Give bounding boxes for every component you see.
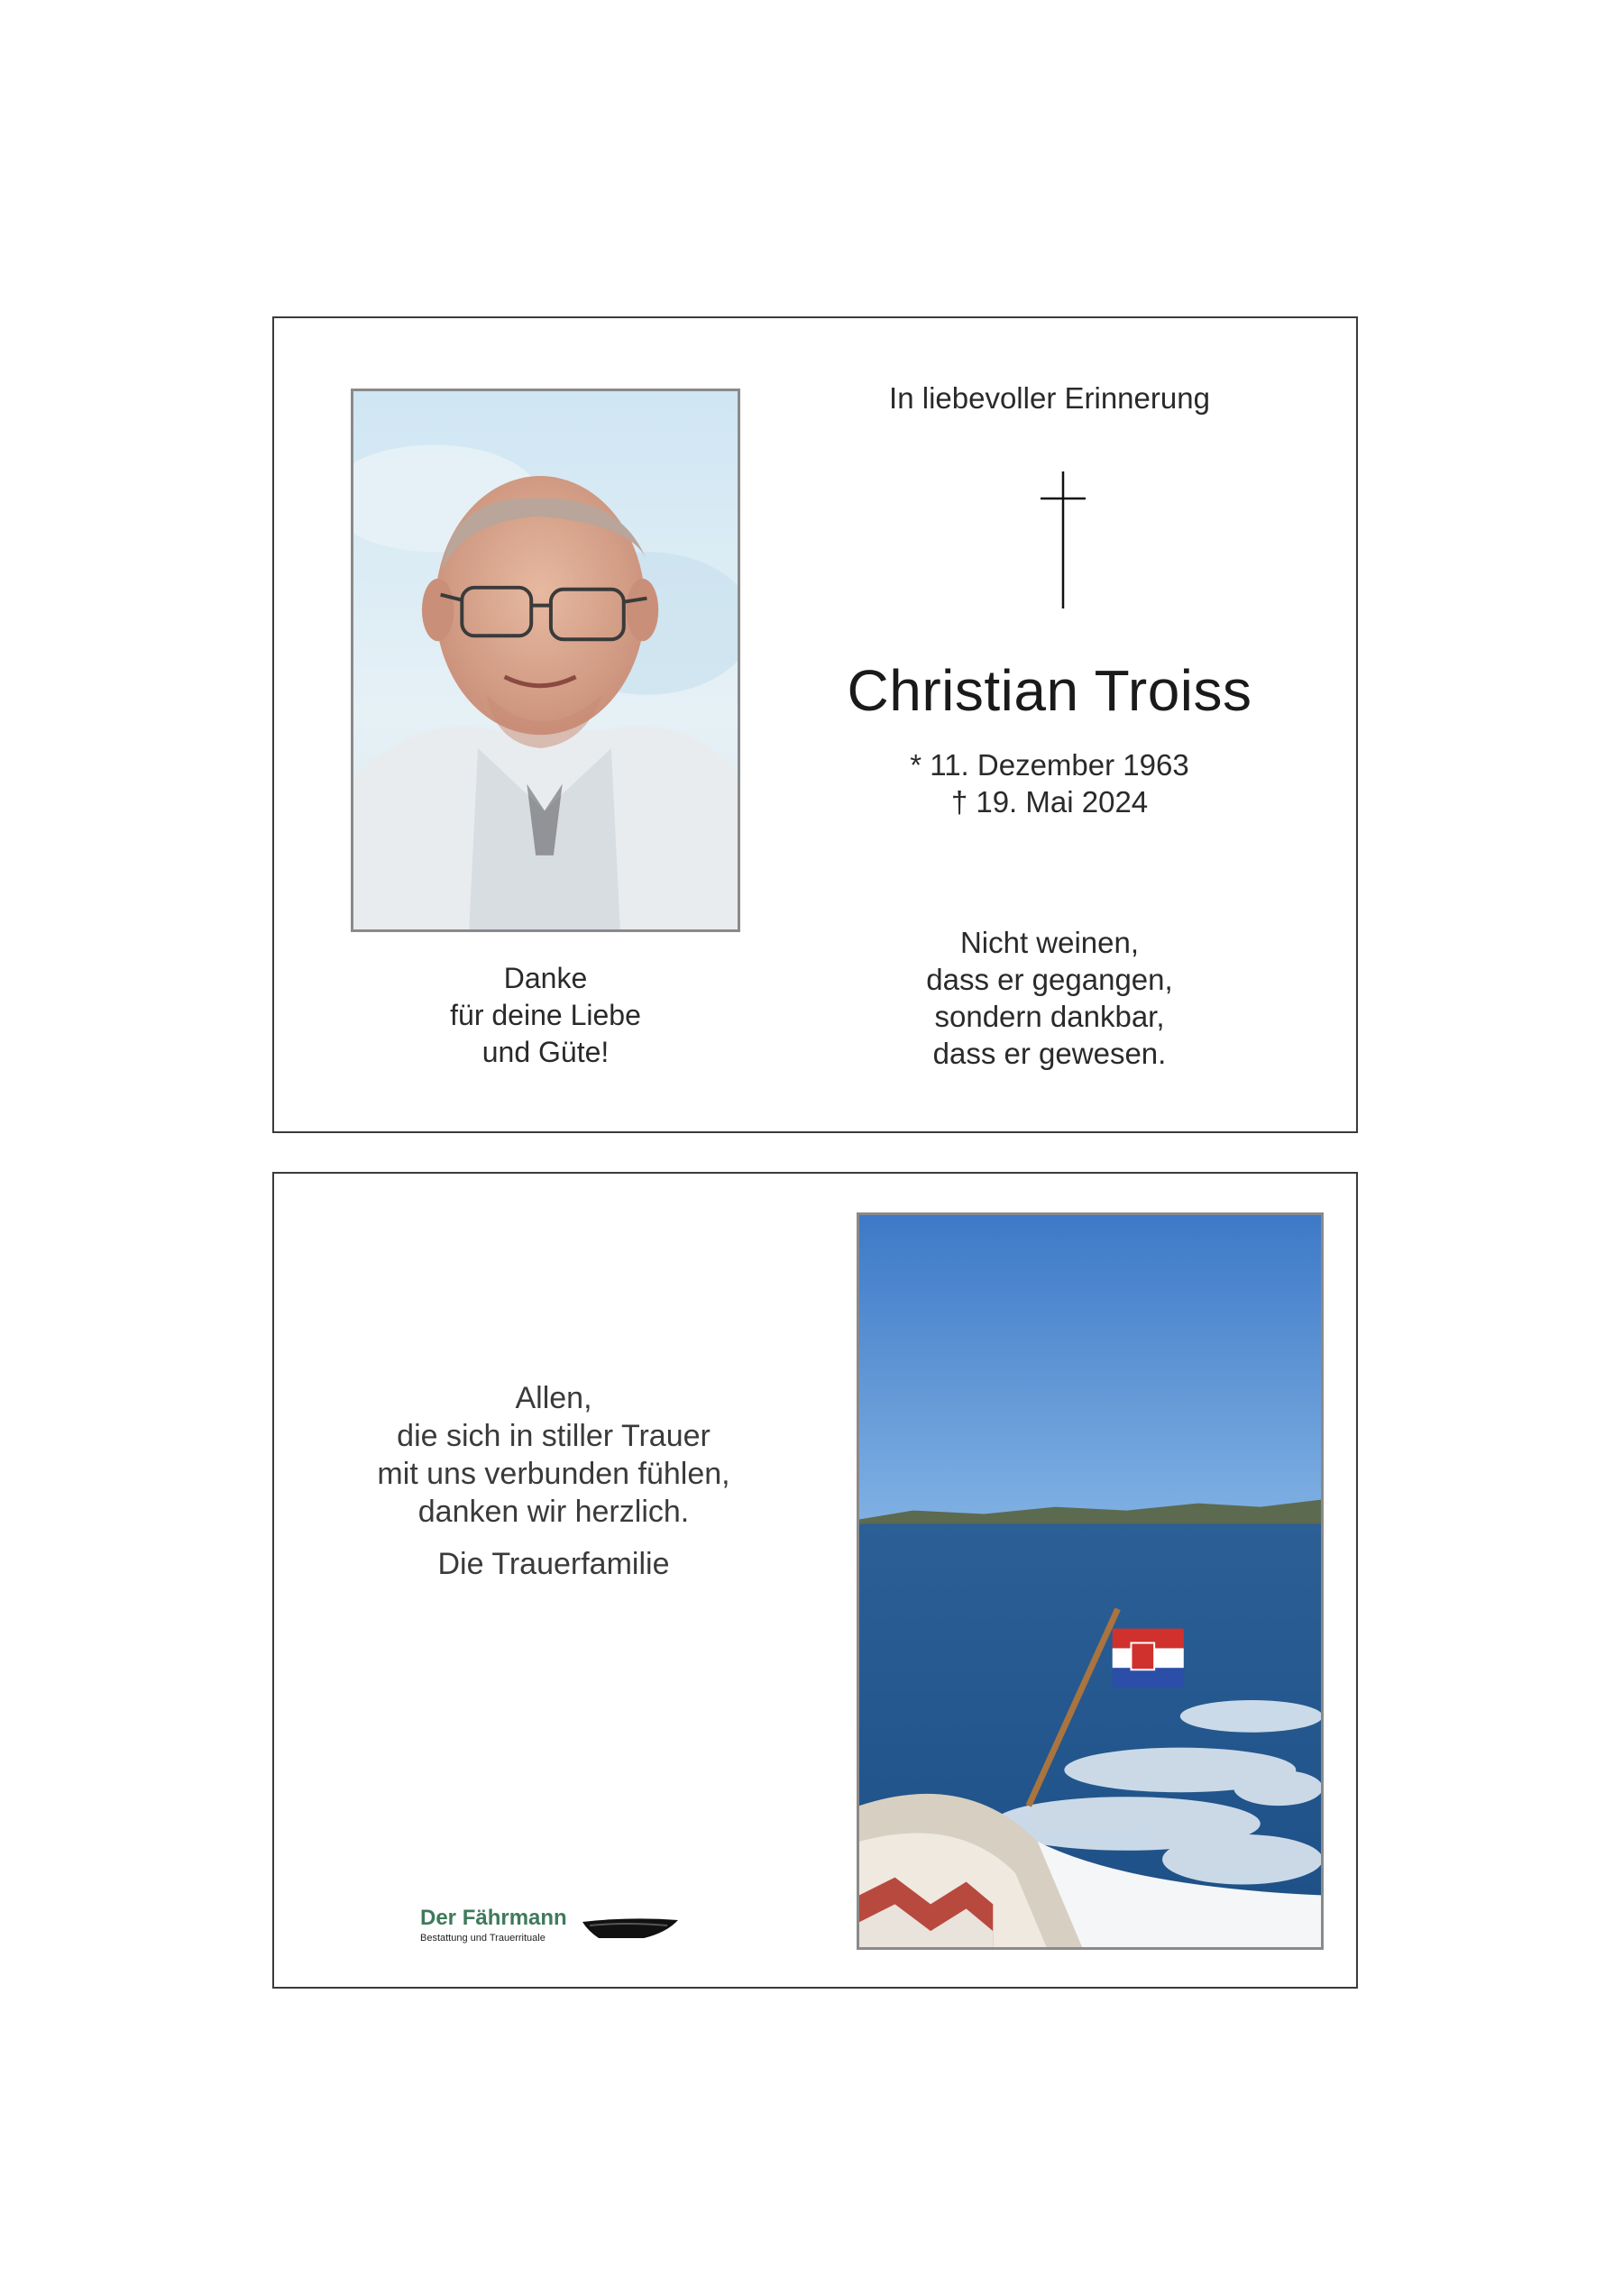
thanks-line: für deine Liebe — [450, 999, 641, 1031]
front-card — [272, 316, 1358, 1133]
back-card — [272, 1172, 1358, 1989]
deceased-name: Christian Troiss — [847, 658, 1252, 723]
thanks-line: Danke — [503, 962, 588, 994]
gratitude-line: danken wir herzlich. — [417, 1495, 690, 1529]
poem-line: dass er gewesen. — [932, 1037, 1167, 1070]
portrait-photo — [351, 389, 740, 932]
poem — [851, 924, 1248, 1072]
seascape-photo — [857, 1212, 1324, 1950]
memory-heading: In liebevoller Erinnerung — [889, 381, 1210, 415]
cross-icon — [1041, 471, 1086, 608]
gratitude-line: Allen, — [515, 1381, 592, 1415]
thanks-text — [351, 960, 740, 1071]
poem-line: sondern dankbar, — [934, 1000, 1165, 1033]
poem-line: Nicht weinen, — [959, 926, 1140, 959]
logo-name: Der Fährmann — [420, 1906, 567, 1930]
funeral-home-logo — [420, 1906, 691, 1951]
logo-tagline: Bestattung und Trauerrituale — [420, 1933, 546, 1944]
gratitude-text — [328, 1379, 779, 1531]
boat-icon — [581, 1915, 680, 1942]
thanks-line: und Güte! — [481, 1036, 610, 1068]
gratitude-line: mit uns verbunden fühlen, — [377, 1457, 730, 1491]
poem-line: dass er gegangen, — [926, 963, 1173, 996]
life-dates — [851, 746, 1248, 820]
gratitude-line: die sich in stiller Trauer — [397, 1419, 711, 1453]
death-date: † 19. Mai 2024 — [950, 785, 1149, 819]
family-signature: Die Trauerfamilie — [437, 1547, 670, 1581]
birth-date: * 11. Dezember 1963 — [910, 748, 1189, 782]
